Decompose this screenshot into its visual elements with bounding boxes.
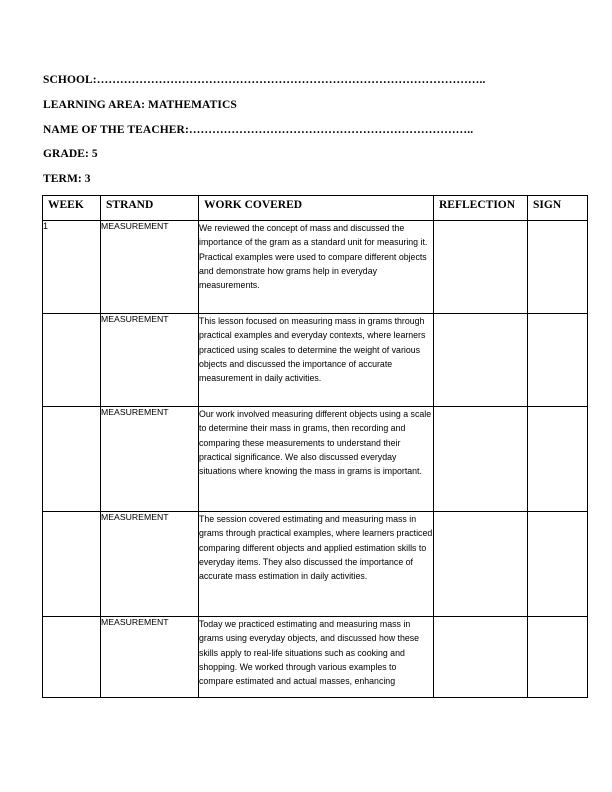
work-covered-cell <box>199 512 434 617</box>
work-covered-text: We reviewed the concept of mass and discussed the importance of the gram as a standard unit for measuring it. Practical examples were used to compare different objects and demonstrate how grams help in everyday measurements. <box>199 223 428 291</box>
reflection-cell <box>434 407 528 512</box>
week-cell <box>43 617 101 698</box>
grade-line: GRADE: 5 <box>43 148 98 160</box>
table-row <box>43 617 588 698</box>
work-covered-text: The session covered estimating and measuring mass in grams through practical examples, where learners practiced comparing different objects and applied estimation skills to everyday items. They also discussed the importance of accurate mass estimation in daily activities. <box>199 514 433 582</box>
work-covered-cell <box>199 617 434 698</box>
column-header-strand: STRAND <box>101 196 199 221</box>
table-row <box>43 407 588 512</box>
week-cell <box>43 512 101 617</box>
teacher-name-line: NAME OF THE TEACHER:……………………………………………………………….. <box>43 124 474 136</box>
reflection-cell <box>434 512 528 617</box>
sign-cell <box>528 512 588 617</box>
work-covered-cell <box>199 407 434 512</box>
week-cell <box>43 407 101 512</box>
strand-cell: MEASUREMENT <box>101 617 199 698</box>
sign-cell <box>528 314 588 407</box>
reflection-cell <box>434 617 528 698</box>
table-row <box>43 221 588 314</box>
reflection-cell <box>434 221 528 314</box>
school-line: SCHOOL:……………………………………………………………………………………….. <box>43 74 486 86</box>
table-row <box>43 512 588 617</box>
work-covered-text: Today we practiced estimating and measuring mass in grams using everyday objects, and discussed how these skills apply to real-life situations such as cooking and shopping. We worked through various examples to compare estimated and actual masses, enhancing <box>199 619 420 687</box>
learning-area-line: LEARNING AREA: MATHEMATICS <box>43 99 237 111</box>
work-covered-cell <box>199 221 434 314</box>
work-covered-text: This lesson focused on measuring mass in grams through practical examples and everyday contexts, where learners practiced using scales to determine the weight of various objects and discussed the importance of accurate measurement in daily activities. <box>199 316 426 384</box>
column-header-sign: SIGN <box>528 196 588 221</box>
strand-cell: MEASUREMENT <box>101 314 199 407</box>
column-header-week: WEEK <box>43 196 101 221</box>
reflection-cell <box>434 314 528 407</box>
sign-cell <box>528 221 588 314</box>
column-header-reflection: REFLECTION <box>434 196 528 221</box>
record-of-work-table <box>42 195 588 698</box>
week-cell <box>43 314 101 407</box>
table-row <box>43 314 588 407</box>
table-header-row <box>43 196 588 221</box>
week-cell: 1 <box>43 221 101 314</box>
work-covered-text: Our work involved measuring different objects using a scale to determine their mass in grams, then recording and comparing these measurements to understand their practical significance. We also discussed everyday situations where knowing the mass in grams is important. <box>199 409 432 477</box>
strand-cell: MEASUREMENT <box>101 512 199 617</box>
sign-cell <box>528 617 588 698</box>
strand-cell: MEASUREMENT <box>101 221 199 314</box>
strand-cell: MEASUREMENT <box>101 407 199 512</box>
column-header-work-covered: WORK COVERED <box>199 196 434 221</box>
term-line: TERM: 3 <box>43 173 91 185</box>
work-covered-cell <box>199 314 434 407</box>
sign-cell <box>528 407 588 512</box>
